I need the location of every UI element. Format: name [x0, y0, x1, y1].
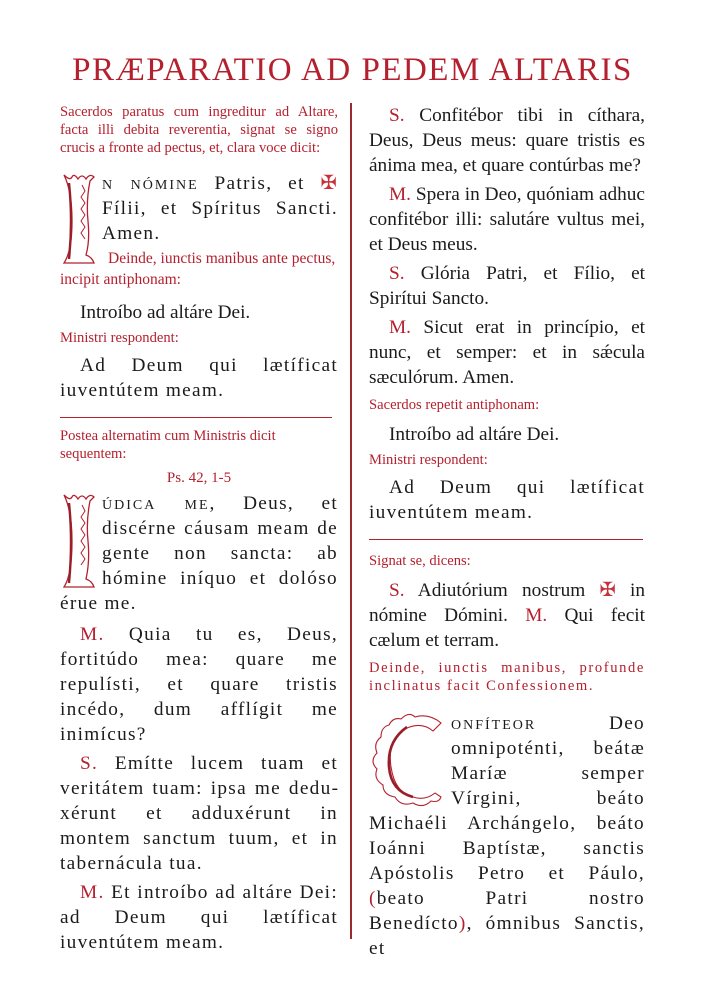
rubric-repetit: Sacerdos repetit antiphonam:	[369, 397, 540, 413]
column-divider	[350, 103, 352, 939]
parenthesis: )	[458, 913, 467, 934]
cross-icon: ✠	[599, 580, 616, 601]
response: Ad Deum qui lætíficat iuventútem meam.	[60, 355, 338, 401]
response: Ad Deum qui lætíficat iuventútem meam.	[369, 477, 645, 523]
text: Patris, et	[198, 173, 321, 194]
iudica-text	[60, 491, 338, 616]
left-column	[60, 103, 338, 955]
verse	[60, 880, 338, 955]
speaker-label: S.	[389, 580, 405, 601]
verse-text: Et introíbo ad altáre Dei: ad Deum qui lætíficat iuventútem meam.	[60, 882, 338, 953]
verse	[369, 103, 645, 178]
text: Deo omnipoténti, beátæ Maríæ semper Vírgini, beáto Michaéli Archángelo, beáto Ioánni Baptístæ, sanctis Apóstolis Petro et Páulo,	[369, 713, 645, 884]
verse-text: Adiutórium nostrum	[404, 580, 600, 601]
section-divider	[60, 417, 332, 418]
dropcap-i-icon	[60, 171, 98, 267]
verse-text: Quia tu es, Deus, fortitúdo mea: quare me repulísti, et quare tristis incédo, dum afflígit me inimícus?	[60, 624, 338, 745]
speaker-label: M.	[389, 184, 411, 205]
antiphon: Introíbo ad altáre Dei.	[80, 302, 251, 323]
text: Fílii, et Spíritus Sancti. Amen.	[102, 198, 338, 244]
text: beato Patri nostro Benedícto	[369, 888, 645, 934]
speaker-label: M.	[389, 317, 411, 338]
dropcap-c-icon	[369, 711, 447, 811]
rubric-ministri: Ministri respondent:	[60, 330, 179, 346]
smallcaps-incipit: údica me	[102, 493, 210, 514]
in-nomine-block	[60, 171, 338, 290]
verse-text: Confitébor tibi in cíthara, Deus, Deus meus: quare tristis es ánima mea, et quare contúrbas me?	[369, 105, 645, 176]
in-nomine-text	[60, 171, 338, 246]
cross-icon: ✠	[320, 173, 338, 194]
verse-text: Spera in Deo, quóniam adhuc confitébor illi: salutáre vultus mei, et Deus meus.	[369, 184, 645, 255]
rubric-ministri: Ministri respondent:	[369, 452, 488, 468]
rubric-postea: Postea alternatim cum Ministris dicit sequentem:	[60, 428, 276, 462]
speaker-label: S.	[389, 263, 405, 284]
section-divider	[369, 539, 643, 540]
verse-text: Glória Patri, et Fílio, et Spirítui Sancto.	[369, 263, 645, 309]
verse-text: Sicut erat in princípio, et nunc, et semper: et in sǽcula sæculórum. Amen.	[369, 317, 645, 388]
verse-text: Qui fecit cælum et terram.	[369, 605, 645, 651]
parenthesis: (	[369, 888, 377, 909]
confiteor-block	[369, 711, 645, 961]
verse	[369, 261, 645, 311]
speaker-label: S.	[389, 105, 405, 126]
verse	[60, 751, 338, 876]
speaker-label: S.	[80, 753, 99, 774]
verse	[60, 622, 338, 747]
text: , Deus, et discérne cáusam meam de gente non sancta: ab hómine iníquo et dolóso érue me.	[60, 493, 338, 614]
iudica-block	[60, 491, 338, 616]
antiphon: Introíbo ad altáre Dei.	[389, 424, 560, 445]
psalm-reference: Ps. 42, 1-5	[166, 470, 232, 486]
smallcaps-incipit: n nómine	[102, 173, 199, 194]
speaker-label: M.	[80, 624, 105, 645]
page-title: PRÆPARATIO AD PEDEM ALTARIS	[72, 52, 633, 88]
right-column	[369, 103, 645, 961]
speaker-label: M.	[525, 605, 548, 626]
smallcaps-incipit: onfíteor	[451, 713, 537, 734]
text: , ómnibus Sanctis, et	[369, 913, 645, 959]
rubric-entrance: Sacerdos paratus cum ingreditur ad Altare, facta illi debita reverentia, signat se signo crucis a fronte ad pectus, et, clara voce dicit:	[60, 104, 338, 156]
verse-text: in nómine Dómini.	[369, 580, 645, 626]
dropcap-i-icon	[60, 491, 98, 591]
rubric-antiphon: Deinde, iunctis manibus ante pectus, incipit antiphonam:	[60, 250, 336, 288]
verse-text: Emítte lucem tuam et veritátem tuam: ipsa me deduxérunt et adduxérunt in montem sanctum tuum, et in tabernácula tua.	[60, 753, 338, 874]
verse	[369, 315, 645, 390]
speaker-label: M.	[80, 882, 105, 903]
verse	[369, 182, 645, 257]
rubric-signat: Signat se, dicens:	[369, 553, 471, 569]
rubric-confessio: Deinde, iunctis manibus, profunde inclinatus facit Confessionem.	[369, 660, 645, 694]
adiutorium-verse	[369, 578, 645, 653]
